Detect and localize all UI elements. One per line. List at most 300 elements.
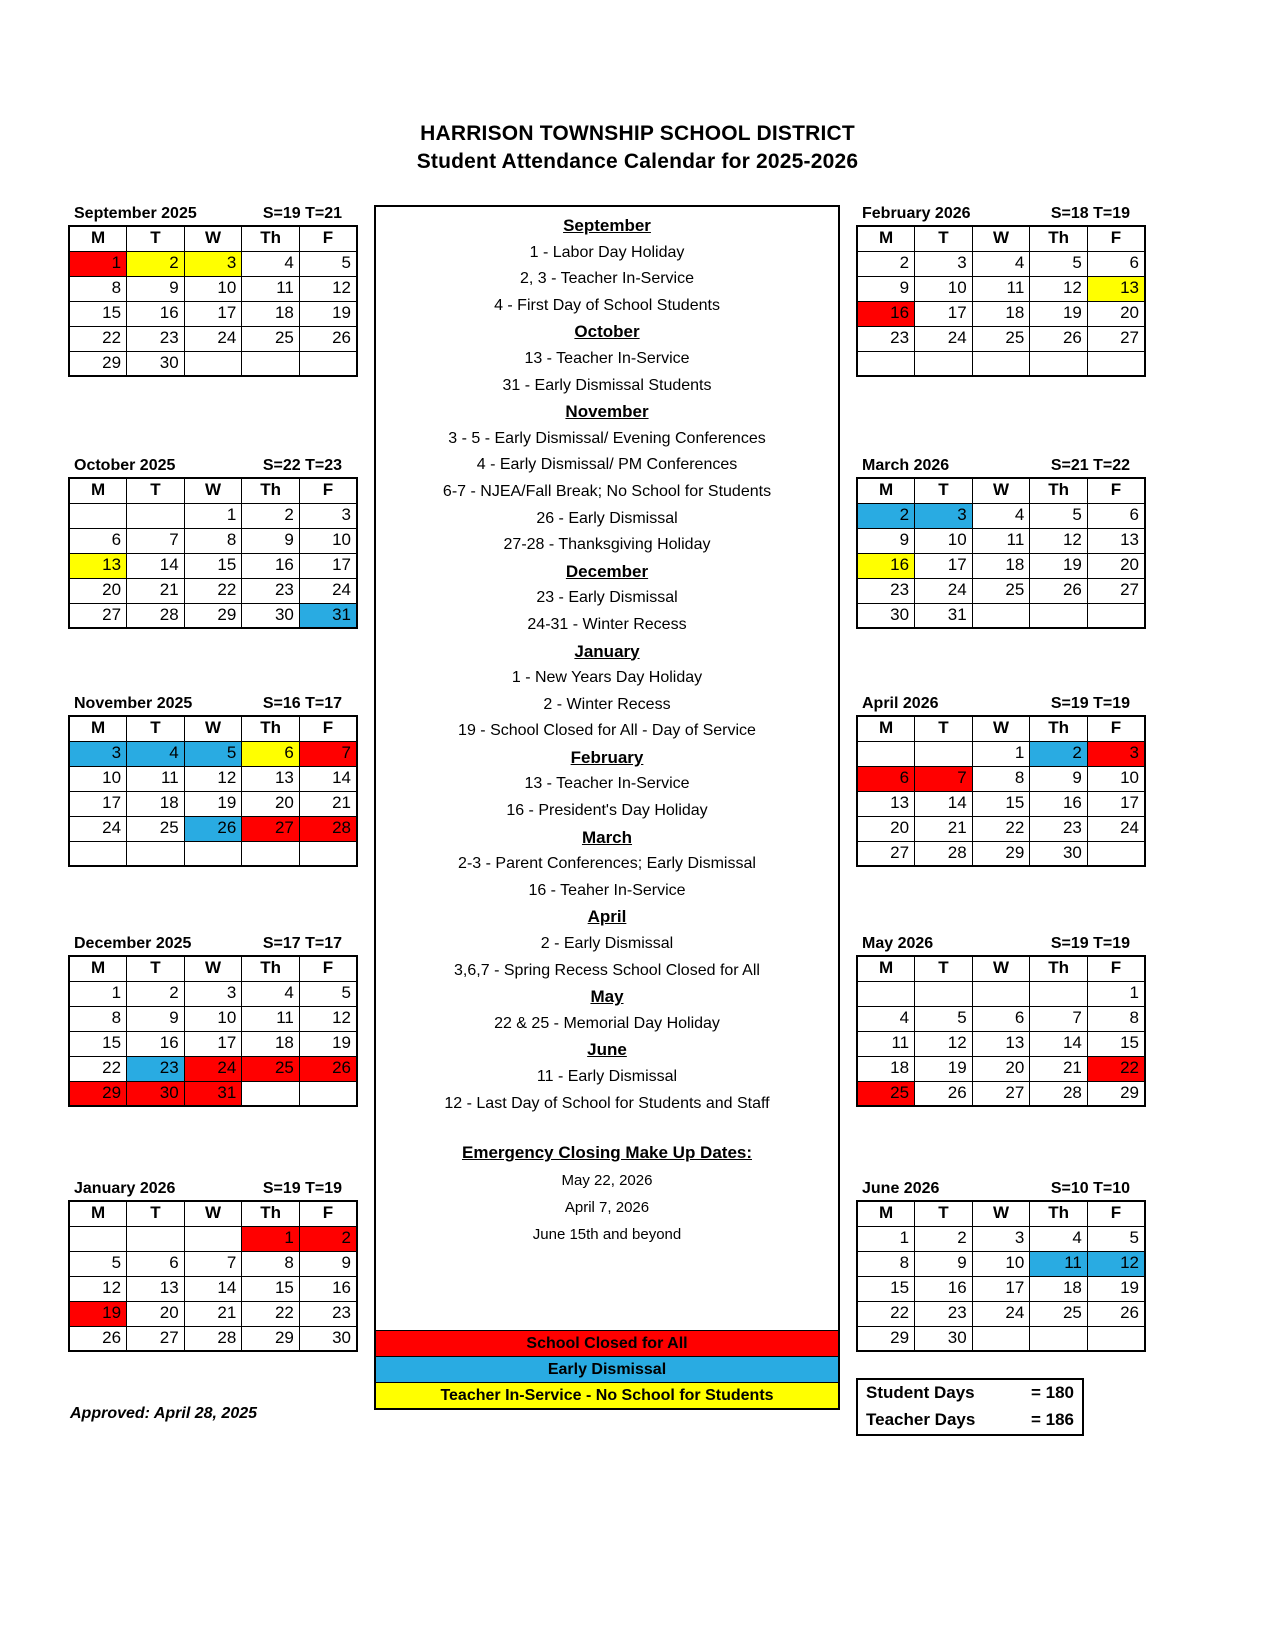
notes-item: 3 - 5 - Early Dismissal/ Evening Conferences: [448, 429, 766, 447]
day-cell[interactable]: 29: [69, 351, 127, 376]
weekday-header: W: [184, 956, 242, 981]
day-cell[interactable]: 16: [127, 1031, 185, 1056]
day-cell[interactable]: 2: [127, 251, 185, 276]
day-cell[interactable]: 30: [857, 603, 915, 628]
day-cell[interactable]: 12: [299, 276, 357, 301]
day-cell[interactable]: 10: [972, 1251, 1030, 1276]
day-cell[interactable]: 19: [1030, 301, 1088, 326]
day-cell[interactable]: 21: [127, 578, 185, 603]
day-cell[interactable]: 9: [915, 1251, 973, 1276]
day-cell[interactable]: 14: [184, 1276, 242, 1301]
day-cell[interactable]: 11: [242, 276, 300, 301]
day-cell[interactable]: 11: [857, 1031, 915, 1056]
day-cell[interactable]: 18: [242, 301, 300, 326]
day-cell[interactable]: 15: [857, 1276, 915, 1301]
notes-item: 22 & 25 - Memorial Day Holiday: [494, 1014, 720, 1032]
day-cell[interactable]: 27: [69, 603, 127, 628]
day-cell[interactable]: 14: [1030, 1031, 1088, 1056]
day-cell[interactable]: 26: [1030, 326, 1088, 351]
approved-date: Approved: April 28, 2025: [70, 1405, 258, 1422]
day-cell[interactable]: 16: [1030, 791, 1088, 816]
day-cell[interactable]: 8: [69, 276, 127, 301]
day-cell[interactable]: 21: [184, 1301, 242, 1326]
day-cell[interactable]: 28: [299, 816, 357, 841]
day-cell[interactable]: 19: [299, 1031, 357, 1056]
day-cell[interactable]: 2: [857, 503, 915, 528]
empty-cell: [184, 841, 242, 866]
day-cell[interactable]: 24: [299, 578, 357, 603]
week-row: [857, 1081, 1145, 1106]
day-cell[interactable]: 25: [972, 326, 1030, 351]
day-cell[interactable]: 8: [242, 1251, 300, 1276]
day-cell[interactable]: 20: [69, 578, 127, 603]
empty-cell: [1030, 603, 1088, 628]
day-cell[interactable]: 12: [299, 1006, 357, 1031]
day-cell[interactable]: 1: [1087, 981, 1145, 1006]
empty-cell: [184, 351, 242, 376]
week-row: [857, 1006, 1145, 1031]
day-cell[interactable]: 3: [915, 503, 973, 528]
day-cell[interactable]: 24: [915, 578, 973, 603]
day-cell[interactable]: 4: [857, 1006, 915, 1031]
day-cell[interactable]: 24: [1087, 816, 1145, 841]
day-cell[interactable]: 5: [1087, 1226, 1145, 1251]
day-cell[interactable]: 9: [127, 276, 185, 301]
day-cell[interactable]: 24: [184, 326, 242, 351]
day-cell[interactable]: 22: [242, 1301, 300, 1326]
day-cell[interactable]: 23: [127, 1056, 185, 1081]
day-cell[interactable]: 26: [184, 816, 242, 841]
week-row: [69, 603, 357, 628]
day-cell[interactable]: 20: [1087, 553, 1145, 578]
weekday-header: W: [972, 716, 1030, 741]
weekday-header: Th: [242, 1201, 300, 1226]
day-cell[interactable]: 8: [69, 1006, 127, 1031]
day-cell[interactable]: 1: [972, 741, 1030, 766]
week-row: [857, 1301, 1145, 1326]
day-cell[interactable]: 12: [184, 766, 242, 791]
weekday-header: T: [127, 716, 185, 741]
day-cell[interactable]: 6: [127, 1251, 185, 1276]
day-cell[interactable]: 11: [972, 528, 1030, 553]
weekday-header: F: [1087, 716, 1145, 741]
week-row: [69, 553, 357, 578]
day-cell[interactable]: 2: [1030, 741, 1088, 766]
day-cell[interactable]: 17: [915, 553, 973, 578]
month-day-counts: S=19 T=19: [262, 1180, 342, 1197]
weekday-header: T: [915, 956, 973, 981]
notes-item: 16 - Teaher In-Service: [528, 881, 686, 899]
day-cell[interactable]: 26: [915, 1081, 973, 1106]
day-cell[interactable]: 12: [1030, 276, 1088, 301]
day-cell[interactable]: 3: [184, 251, 242, 276]
day-cell[interactable]: 1: [857, 1226, 915, 1251]
day-cell[interactable]: 4: [242, 981, 300, 1006]
day-cell[interactable]: 9: [299, 1251, 357, 1276]
day-cell[interactable]: 31: [915, 603, 973, 628]
day-cell[interactable]: 10: [184, 276, 242, 301]
day-cell[interactable]: 28: [915, 841, 973, 866]
day-cell[interactable]: 23: [857, 326, 915, 351]
empty-cell: [69, 503, 127, 528]
day-cell[interactable]: 29: [242, 1326, 300, 1351]
notes-month-heading: October: [574, 322, 640, 342]
day-cell[interactable]: 9: [857, 528, 915, 553]
day-cell[interactable]: 30: [915, 1326, 973, 1351]
day-cell[interactable]: 7: [299, 741, 357, 766]
day-cell[interactable]: 20: [242, 791, 300, 816]
day-cell[interactable]: 20: [1087, 301, 1145, 326]
week-row: [69, 816, 357, 841]
day-cell[interactable]: 6: [69, 528, 127, 553]
empty-cell: [127, 503, 185, 528]
day-cell[interactable]: 4: [127, 741, 185, 766]
day-cell[interactable]: 29: [1087, 1081, 1145, 1106]
month-block: [856, 695, 1146, 867]
day-cell[interactable]: 8: [184, 528, 242, 553]
day-cell[interactable]: 19: [69, 1301, 127, 1326]
month-name: March 2026: [862, 457, 950, 474]
day-cell[interactable]: 26: [299, 326, 357, 351]
weekday-header: M: [857, 956, 915, 981]
day-cell[interactable]: 6: [242, 741, 300, 766]
day-cell[interactable]: 18: [1030, 1276, 1088, 1301]
notes-month-heading: April: [587, 907, 627, 927]
district-name: HARRISON TOWNSHIP SCHOOL DISTRICT: [420, 122, 855, 145]
day-cell[interactable]: 23: [127, 326, 185, 351]
notes-item: 19 - School Closed for All - Day of Service: [458, 722, 756, 740]
day-cell[interactable]: 15: [972, 791, 1030, 816]
month-name: May 2026: [862, 935, 934, 952]
day-cell[interactable]: 21: [915, 816, 973, 841]
day-cell[interactable]: 27: [1087, 578, 1145, 603]
day-cell[interactable]: 20: [857, 816, 915, 841]
day-cell[interactable]: 13: [972, 1031, 1030, 1056]
day-cell[interactable]: 24: [69, 816, 127, 841]
day-cell[interactable]: 22: [972, 816, 1030, 841]
day-cell[interactable]: 19: [1030, 553, 1088, 578]
day-cell[interactable]: 4: [1030, 1226, 1088, 1251]
day-cell[interactable]: 5: [299, 251, 357, 276]
day-cell[interactable]: 10: [184, 1006, 242, 1031]
day-cell[interactable]: 26: [1030, 578, 1088, 603]
weekday-header: Th: [1030, 1201, 1088, 1226]
day-cell[interactable]: 20: [127, 1301, 185, 1326]
weekday-header: T: [127, 226, 185, 251]
day-cell[interactable]: 6: [857, 766, 915, 791]
day-cell[interactable]: 16: [915, 1276, 973, 1301]
day-cell[interactable]: 15: [69, 1031, 127, 1056]
day-cell[interactable]: 15: [69, 301, 127, 326]
day-cell[interactable]: 19: [1087, 1276, 1145, 1301]
weekday-header: M: [69, 716, 127, 741]
day-cell[interactable]: 30: [242, 603, 300, 628]
day-cell[interactable]: 1: [69, 251, 127, 276]
day-cell[interactable]: 23: [1030, 816, 1088, 841]
week-row: [69, 326, 357, 351]
day-cell[interactable]: 28: [1030, 1081, 1088, 1106]
day-cell[interactable]: 3: [69, 741, 127, 766]
month-header: [68, 935, 358, 955]
week-row: [69, 1056, 357, 1081]
day-cell[interactable]: 30: [299, 1326, 357, 1351]
day-cell[interactable]: 22: [69, 326, 127, 351]
weekday-header-row: [857, 226, 1145, 251]
day-cell[interactable]: 1: [242, 1226, 300, 1251]
day-cell[interactable]: 19: [915, 1056, 973, 1081]
day-cell[interactable]: 25: [1030, 1301, 1088, 1326]
day-cell[interactable]: 5: [184, 741, 242, 766]
day-cell[interactable]: 27: [857, 841, 915, 866]
day-cell[interactable]: 19: [299, 301, 357, 326]
day-cell[interactable]: 12: [1087, 1251, 1145, 1276]
notes-month-heading: January: [574, 641, 640, 661]
day-cell[interactable]: 3: [184, 981, 242, 1006]
day-cell[interactable]: 12: [915, 1031, 973, 1056]
day-cell[interactable]: 18: [127, 791, 185, 816]
week-row: [857, 1276, 1145, 1301]
day-cell[interactable]: 17: [1087, 791, 1145, 816]
day-cell[interactable]: 2: [127, 981, 185, 1006]
day-cell[interactable]: 15: [184, 553, 242, 578]
day-cell[interactable]: 26: [1087, 1301, 1145, 1326]
day-cell[interactable]: 5: [915, 1006, 973, 1031]
day-cell[interactable]: 3: [1087, 741, 1145, 766]
day-cell[interactable]: 27: [972, 1081, 1030, 1106]
empty-cell: [1087, 841, 1145, 866]
month-header: [68, 695, 358, 715]
week-row: [857, 578, 1145, 603]
day-cell[interactable]: 9: [242, 528, 300, 553]
day-cell[interactable]: 23: [299, 1301, 357, 1326]
day-cell[interactable]: 7: [1030, 1006, 1088, 1031]
day-cell[interactable]: 2: [242, 503, 300, 528]
day-cell[interactable]: 25: [972, 578, 1030, 603]
day-cell[interactable]: 5: [299, 981, 357, 1006]
day-cell[interactable]: 10: [69, 766, 127, 791]
day-cell[interactable]: 23: [242, 578, 300, 603]
day-cell[interactable]: 27: [1087, 326, 1145, 351]
day-cell[interactable]: 11: [242, 1006, 300, 1031]
day-cell[interactable]: 8: [972, 766, 1030, 791]
day-cell[interactable]: 20: [972, 1056, 1030, 1081]
day-cell[interactable]: 25: [127, 816, 185, 841]
day-cell[interactable]: 13: [1087, 528, 1145, 553]
week-row: [69, 1226, 357, 1251]
day-cell[interactable]: 25: [857, 1081, 915, 1106]
day-cell[interactable]: 2: [857, 251, 915, 276]
day-cell[interactable]: 26: [299, 1056, 357, 1081]
day-cell[interactable]: 15: [242, 1276, 300, 1301]
day-cell[interactable]: 17: [184, 301, 242, 326]
month-table: [856, 477, 1146, 629]
day-cell[interactable]: 17: [915, 301, 973, 326]
day-cell[interactable]: 4: [972, 251, 1030, 276]
day-cell[interactable]: 29: [972, 841, 1030, 866]
day-cell[interactable]: 7: [184, 1251, 242, 1276]
day-cell[interactable]: 10: [915, 276, 973, 301]
day-cell[interactable]: 2: [915, 1226, 973, 1251]
day-cell[interactable]: 3: [972, 1226, 1030, 1251]
weekday-header: F: [299, 716, 357, 741]
day-cell[interactable]: 13: [69, 553, 127, 578]
day-cell[interactable]: 14: [127, 553, 185, 578]
weekday-header: Th: [242, 956, 300, 981]
day-cell[interactable]: 16: [127, 301, 185, 326]
day-cell[interactable]: 22: [857, 1301, 915, 1326]
month-day-counts: S=16 T=17: [262, 695, 342, 712]
day-cell[interactable]: 14: [299, 766, 357, 791]
notes-month-heading: November: [565, 402, 649, 422]
day-cell[interactable]: 17: [299, 553, 357, 578]
day-cell[interactable]: 17: [972, 1276, 1030, 1301]
day-cell[interactable]: 21: [299, 791, 357, 816]
emergency-makeup-date: May 22, 2026: [561, 1172, 653, 1190]
day-cell[interactable]: 23: [857, 578, 915, 603]
day-cell[interactable]: 18: [242, 1031, 300, 1056]
notes-item: 2 - Winter Recess: [543, 695, 671, 713]
week-row: [857, 1056, 1145, 1081]
notes-list: [376, 213, 838, 1248]
day-cell[interactable]: 3: [915, 251, 973, 276]
day-cell[interactable]: 17: [69, 791, 127, 816]
day-cell[interactable]: 12: [1030, 528, 1088, 553]
day-cell[interactable]: 8: [857, 1251, 915, 1276]
day-cell[interactable]: 5: [1030, 503, 1088, 528]
day-cell[interactable]: 21: [1030, 1056, 1088, 1081]
day-cell[interactable]: 25: [242, 1056, 300, 1081]
day-cell[interactable]: 19: [184, 791, 242, 816]
day-cell[interactable]: 11: [1030, 1251, 1088, 1276]
day-cell[interactable]: 24: [184, 1056, 242, 1081]
day-cell[interactable]: 29: [857, 1326, 915, 1351]
day-cell[interactable]: 7: [915, 766, 973, 791]
day-cell[interactable]: 6: [1087, 503, 1145, 528]
day-cell[interactable]: 22: [69, 1056, 127, 1081]
day-cell[interactable]: 10: [915, 528, 973, 553]
day-cell[interactable]: 11: [972, 276, 1030, 301]
notes-item: 23 - Early Dismissal: [536, 589, 678, 607]
day-cell[interactable]: 12: [69, 1276, 127, 1301]
notes-item: 2 - Early Dismissal: [540, 935, 674, 953]
day-cell[interactable]: 13: [1087, 276, 1145, 301]
day-cell[interactable]: 5: [69, 1251, 127, 1276]
day-cell[interactable]: 18: [972, 301, 1030, 326]
day-cell[interactable]: 9: [127, 1006, 185, 1031]
day-cell[interactable]: 5: [1030, 251, 1088, 276]
day-cell[interactable]: 31: [184, 1081, 242, 1106]
weekday-header: F: [1087, 478, 1145, 503]
day-cell[interactable]: 26: [69, 1326, 127, 1351]
day-cell[interactable]: 27: [127, 1326, 185, 1351]
day-cell[interactable]: 14: [915, 791, 973, 816]
day-cell[interactable]: 6: [1087, 251, 1145, 276]
day-cell[interactable]: 3: [299, 503, 357, 528]
week-row: [69, 981, 357, 1006]
week-row: [857, 326, 1145, 351]
weekday-header: F: [1087, 226, 1145, 251]
day-cell[interactable]: 30: [127, 1081, 185, 1106]
day-cell[interactable]: 16: [242, 553, 300, 578]
day-cell[interactable]: 30: [127, 351, 185, 376]
week-row: [857, 1251, 1145, 1276]
day-cell[interactable]: 28: [184, 1326, 242, 1351]
day-cell[interactable]: 10: [299, 528, 357, 553]
month-day-counts: S=21 T=22: [1050, 457, 1130, 474]
day-cell[interactable]: 8: [1087, 1006, 1145, 1031]
day-cell[interactable]: 16: [299, 1276, 357, 1301]
day-cell[interactable]: 16: [857, 301, 915, 326]
day-cell[interactable]: 7: [127, 528, 185, 553]
day-cell[interactable]: 13: [857, 791, 915, 816]
day-cell[interactable]: 1: [69, 981, 127, 1006]
notes-item: 6-7 - NJEA/Fall Break; No School for Students: [442, 482, 772, 500]
days-summary-box: [856, 1378, 1084, 1436]
day-cell[interactable]: 23: [915, 1301, 973, 1326]
day-cell[interactable]: 22: [1087, 1056, 1145, 1081]
day-cell[interactable]: 22: [184, 578, 242, 603]
day-cell[interactable]: 4: [242, 251, 300, 276]
legend: [376, 1330, 838, 1408]
day-cell[interactable]: 27: [242, 816, 300, 841]
empty-cell: [242, 351, 300, 376]
day-cell[interactable]: 11: [127, 766, 185, 791]
day-cell[interactable]: 10: [1087, 766, 1145, 791]
day-cell[interactable]: 18: [972, 553, 1030, 578]
day-cell[interactable]: 2: [299, 1226, 357, 1251]
day-cell[interactable]: 30: [1030, 841, 1088, 866]
month-header: [68, 205, 358, 225]
day-cell[interactable]: 24: [915, 326, 973, 351]
day-cell[interactable]: 25: [242, 326, 300, 351]
empty-cell: [127, 1226, 185, 1251]
empty-cell: [299, 351, 357, 376]
day-cell[interactable]: 29: [69, 1081, 127, 1106]
month-header: [856, 695, 1146, 715]
day-cell[interactable]: 24: [972, 1301, 1030, 1326]
week-row: [857, 251, 1145, 276]
weekday-header: M: [857, 226, 915, 251]
notes-item: 4 - Early Dismissal/ PM Conferences: [476, 456, 738, 474]
day-cell[interactable]: 17: [184, 1031, 242, 1056]
day-cell[interactable]: 6: [972, 1006, 1030, 1031]
day-cell[interactable]: 9: [1030, 766, 1088, 791]
weekday-header-row: [69, 226, 357, 251]
day-cell[interactable]: 13: [127, 1276, 185, 1301]
empty-cell: [299, 841, 357, 866]
day-cell[interactable]: 16: [857, 553, 915, 578]
notes-item: 27-28 - Thanksgiving Holiday: [503, 536, 711, 554]
day-cell[interactable]: 4: [972, 503, 1030, 528]
month-name: February 2026: [862, 205, 971, 222]
week-row: [69, 351, 357, 376]
weekday-header: M: [69, 1201, 127, 1226]
month-name: November 2025: [74, 695, 193, 712]
week-row: [69, 301, 357, 326]
month-day-counts: S=22 T=23: [262, 457, 342, 474]
day-cell[interactable]: 29: [184, 603, 242, 628]
day-cell[interactable]: 18: [857, 1056, 915, 1081]
day-cell[interactable]: 31: [299, 603, 357, 628]
day-cell[interactable]: 15: [1087, 1031, 1145, 1056]
day-cell[interactable]: 1: [184, 503, 242, 528]
legend-item-blue: Early Dismissal: [376, 1356, 838, 1382]
day-cell[interactable]: 13: [242, 766, 300, 791]
day-cell[interactable]: 28: [127, 603, 185, 628]
notes-month-heading: May: [590, 987, 624, 1007]
weekday-header: W: [184, 226, 242, 251]
day-cell[interactable]: 9: [857, 276, 915, 301]
